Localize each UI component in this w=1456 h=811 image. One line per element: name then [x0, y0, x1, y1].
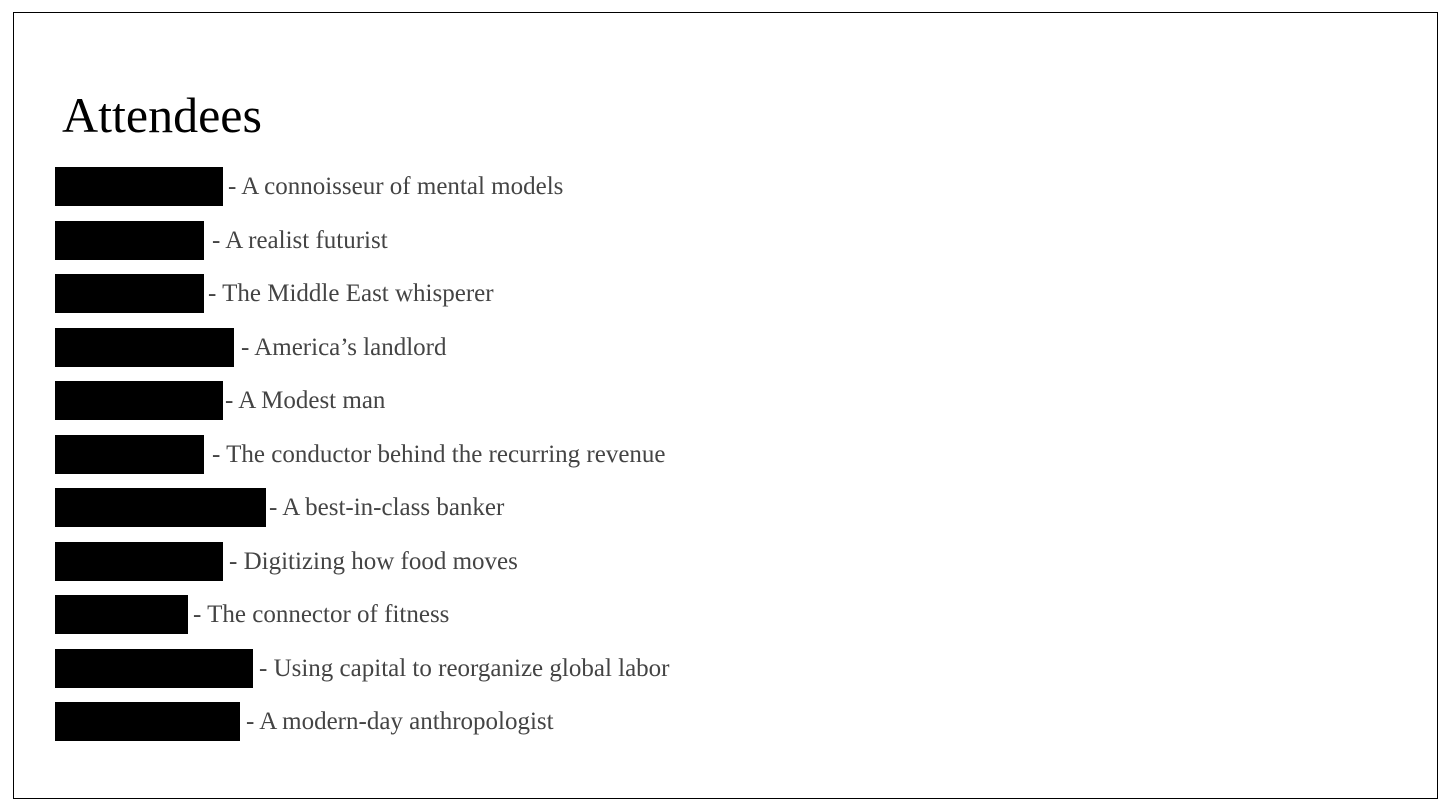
attendee-row — [55, 167, 670, 206]
attendee-description: - A realist futurist — [212, 226, 388, 254]
attendee-description: - A connoisseur of mental models — [228, 173, 564, 200]
redacted-name — [55, 488, 266, 527]
slide-title: Attendees — [62, 87, 262, 143]
redacted-name — [55, 649, 253, 688]
attendee-row — [55, 649, 670, 688]
attendee-list — [55, 167, 670, 756]
attendee-description: - Digitizing how food moves — [229, 547, 518, 575]
attendee-description: - A best-in-class banker — [269, 494, 505, 521]
attendee-row — [55, 328, 670, 367]
attendee-description: - Using capital to reorganize global labor — [259, 654, 670, 682]
slide — [13, 12, 1438, 799]
redacted-name — [55, 542, 223, 581]
attendee-row — [55, 274, 670, 313]
redacted-name — [55, 595, 188, 634]
redacted-name — [55, 328, 234, 367]
attendee-description: - The conductor behind the recurring revenue — [212, 440, 666, 468]
redacted-name — [55, 221, 204, 260]
attendee-row — [55, 542, 670, 581]
redacted-name — [55, 435, 204, 474]
redacted-name — [55, 274, 204, 313]
attendee-row — [55, 702, 670, 741]
attendee-row — [55, 435, 670, 474]
attendee-description: - A Modest man — [225, 387, 386, 414]
attendee-row — [55, 381, 670, 420]
attendee-description: - The connector of fitness — [193, 601, 450, 628]
attendee-row — [55, 595, 670, 634]
redacted-name — [55, 381, 223, 420]
attendee-row — [55, 221, 670, 260]
attendee-description: - The Middle East whisperer — [208, 280, 494, 307]
redacted-name — [55, 167, 223, 206]
attendee-row — [55, 488, 670, 527]
redacted-name — [55, 702, 240, 741]
attendee-description: - America’s landlord — [241, 333, 447, 361]
attendee-description: - A modern-day anthropologist — [246, 708, 554, 735]
